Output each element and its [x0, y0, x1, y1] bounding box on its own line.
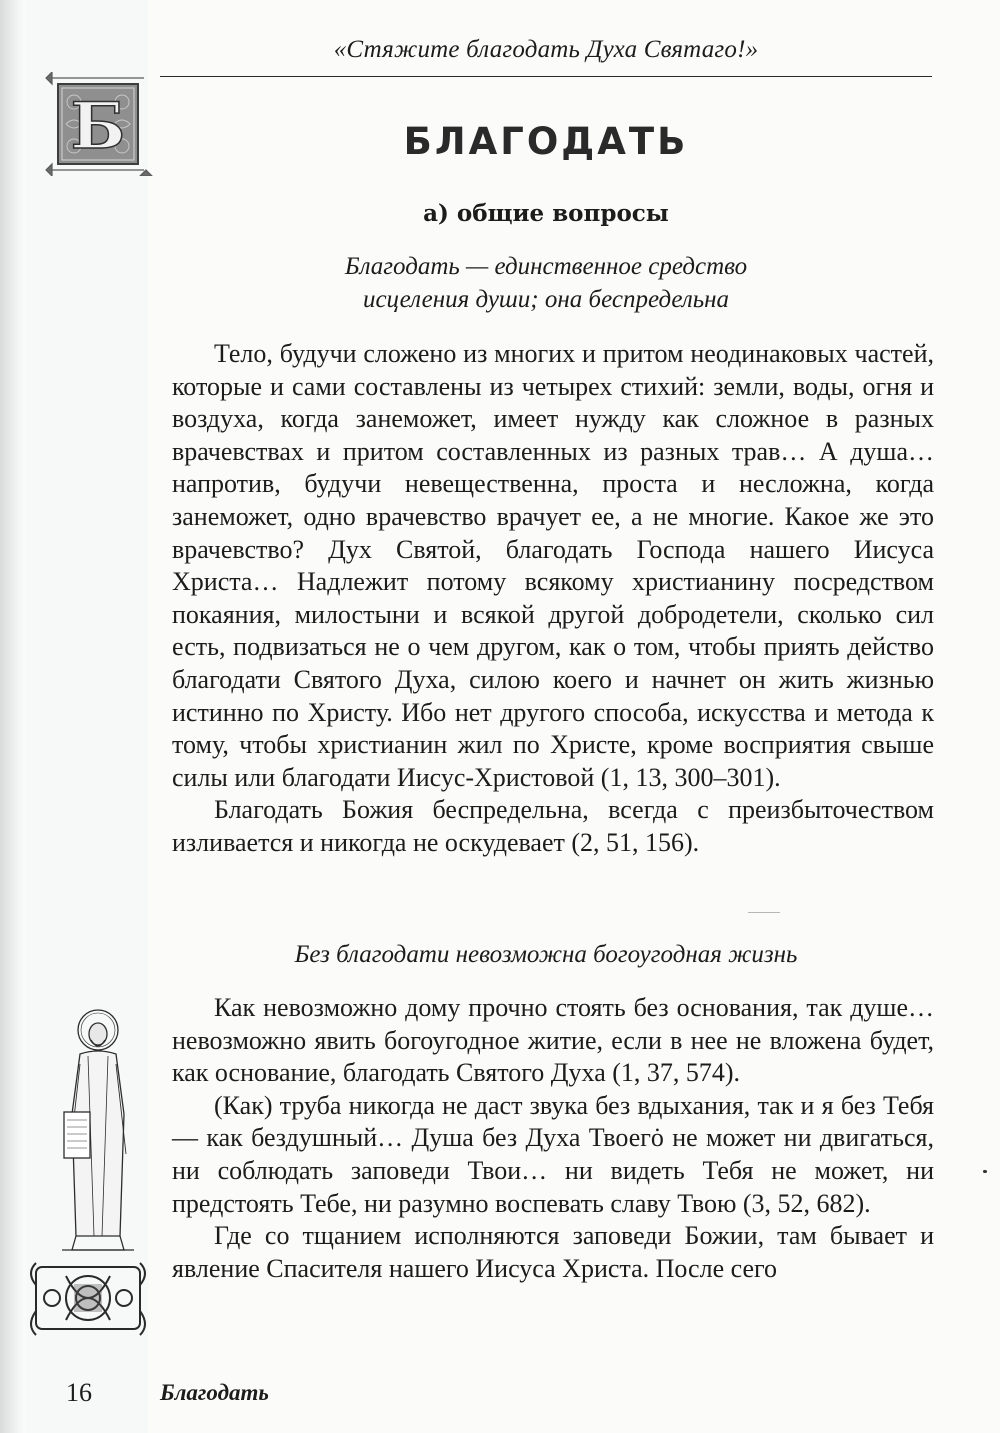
header-rule	[160, 76, 932, 77]
saint-illustration	[50, 1004, 145, 1254]
print-mark	[748, 912, 780, 913]
text-block-1	[172, 338, 934, 860]
section-heading: а) общие вопросы	[423, 200, 669, 227]
paragraph: (Как) труба никогда не даст звука без вдыхания, так и я без Тебя — как бездушный… Душа без Духа Твоегȯ не может ни двигаться, ни соблюдать заповеди Твои… ни видеть Тебя не может, ни предстоять Тебе, ни разумно воспевать славу Твою (3, 52, 682).	[172, 1090, 934, 1218]
subheading-1-line2: исцеления души; она беспредельна	[362, 286, 730, 313]
paragraph: Где со тщанием исполняются заповеди Божии, там бывает и явление Спасителя нашего Иисуса Христа. После сего	[172, 1221, 934, 1283]
chapter-initial-ornament	[44, 72, 154, 176]
initial-letter: Б	[70, 89, 126, 164]
page-number: 16	[66, 1378, 92, 1407]
running-head: «Стяжите благодать Духа Святаго!»	[333, 36, 759, 63]
chapter-title: БЛАГОДАТЬ	[403, 120, 689, 163]
text-block-2	[172, 992, 934, 1285]
page-gutter-shadow	[0, 0, 26, 1433]
running-foot: Благодать	[160, 1380, 269, 1405]
subheading-1	[160, 250, 932, 316]
print-speck	[983, 1170, 987, 1173]
subheading-1-line1: Благодать — единственное средство	[344, 253, 748, 280]
paragraph: Благодать Божия беспредельна, всегда с преизбыточеством изливается и никогда не оскудевает (2, 51, 156).	[172, 795, 934, 857]
subheading-2: Без благодати невозможна богоугодная жизнь	[294, 941, 798, 968]
knot-ornament	[28, 1255, 148, 1340]
paragraph: Тело, будучи сложено из многих и притом неодинаковых частей, которые и сами составлены из четырех стихий: земли, воды, огня и воздуха, когда занеможет, имеет нужду как сложное в разных врачевствах и притом составленных из разных трав… А душа… напротив, будучи невещественна, проста и несложна, когда занеможет, одно врачевство врачует ее, а не многие. Какое же это врачевство? Дух Святой, благодать Господа нашего Иисуса Христа… Надлежит потому всякому христианину посредством покаяния, милостыни и всякой другой добродетели, сколько сил есть, подвизаться не о чем другом, как о том, чтобы приять действо благодати Святого Духа, силою коего и начнет он жить жизнью истинно по Христу. Ибо нет другого способа, искусства и метода к тому, чтобы христианин жил по Христе, кроме восприятия свыше силы или благодати Иисус-Христовой (1, 13, 300–301).	[172, 339, 934, 792]
paragraph: Как невозможно дому прочно стоять без основания, так душе… невозможно явить богоугодное житие, если в нее не вложена будет, как основание, благодать Святого Духа (1, 37, 574).	[172, 993, 934, 1088]
